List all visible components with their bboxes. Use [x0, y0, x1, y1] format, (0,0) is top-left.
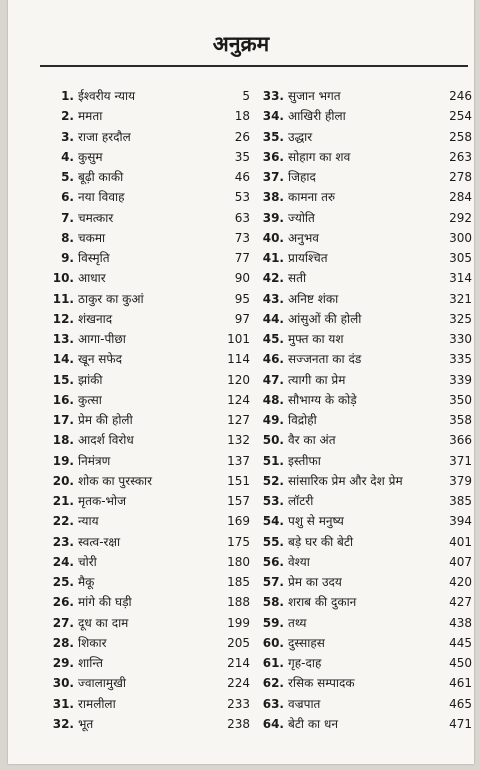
entry-number: 46.: [262, 352, 284, 367]
entry-number: 10.: [52, 271, 74, 286]
entry-number: 19.: [52, 453, 74, 468]
contents-entry: [260, 592, 472, 612]
entry-number: 50.: [262, 433, 284, 448]
entry-title: ममता: [78, 109, 103, 124]
entry-page-number: 214: [227, 656, 250, 670]
contents-entry: [260, 309, 472, 329]
entry-number: 36.: [262, 149, 284, 164]
contents-entry: [50, 329, 250, 349]
entry-title: सौभाग्य के कोड़े: [288, 392, 357, 407]
contents-entry: [260, 106, 472, 126]
entry-title: शराब की दुकान: [288, 595, 357, 610]
entry-title: सांसारिक प्रेम और देश प्रेम: [288, 473, 403, 488]
entry-page-number: 339: [449, 372, 472, 387]
entry-number: 25.: [52, 575, 74, 589]
contents-entry: [260, 410, 472, 430]
entry-number: 17.: [52, 413, 74, 427]
entry-page-number: 371: [449, 453, 472, 468]
contents-entry: [50, 390, 250, 410]
entry-title: न्याय: [78, 514, 99, 529]
title-underline: [40, 65, 468, 67]
contents-entry: [50, 410, 250, 430]
entry-title: कामना तरु: [288, 190, 336, 205]
entry-page-number: 420: [449, 575, 472, 589]
entry-number: 30.: [52, 676, 74, 691]
contents-column-left: [50, 86, 250, 734]
contents-entry: [260, 491, 472, 511]
contents-entry: [50, 349, 250, 369]
contents-entry: [260, 511, 472, 531]
entry-title: इस्तीफा: [288, 453, 321, 468]
entry-title: राजा हरदौल: [78, 129, 131, 144]
entry-number: 53.: [262, 494, 284, 508]
entry-page-number: 427: [449, 595, 472, 610]
entry-page-number: 284: [449, 190, 472, 205]
entry-number: 4.: [61, 149, 74, 164]
entry-page-number: 114: [227, 352, 250, 367]
entry-page-number: 330: [449, 332, 472, 346]
contents-entry: [50, 613, 250, 633]
entry-title: मैकू: [78, 575, 95, 589]
entry-number: 33.: [262, 89, 284, 103]
entry-page-number: 90: [234, 271, 250, 286]
entry-number: 42.: [262, 271, 284, 286]
contents-entry: [50, 491, 250, 511]
contents-entry: [50, 694, 250, 714]
contents-entry: [50, 592, 250, 612]
entry-page-number: 254: [449, 109, 472, 124]
contents-entry: [50, 309, 250, 329]
entry-number: 28.: [52, 635, 74, 650]
entry-number: 31.: [52, 696, 74, 711]
entry-title: दूध का दाम: [78, 615, 129, 630]
entry-title: प्रेम की होली: [78, 413, 133, 427]
entry-page-number: 263: [449, 149, 472, 164]
contents-entry: [260, 248, 472, 268]
entry-number: 6.: [61, 190, 74, 205]
entry-page-number: 185: [227, 575, 250, 589]
page-title: अनुक्रम: [212, 32, 270, 56]
entry-title: अनिष्ट शंका: [288, 291, 339, 306]
entry-number: 23.: [52, 534, 74, 549]
entry-number: 38.: [262, 190, 284, 205]
contents-entry: [50, 633, 250, 653]
contents-entry: [260, 694, 472, 714]
entry-title: कुत्सा: [78, 392, 102, 407]
entry-title: अनुभव: [288, 230, 319, 245]
entry-title: मांगे की घड़ी: [78, 595, 132, 610]
contents-entry: [50, 268, 250, 288]
entry-title: त्यागी का प्रेम: [288, 372, 346, 387]
contents-entry: [50, 451, 250, 471]
contents-entry: [260, 673, 472, 693]
contents-entry: [260, 349, 472, 369]
entry-number: 54.: [262, 514, 284, 529]
entry-page-number: 305: [449, 251, 472, 265]
entry-title: गृह-दाह: [288, 656, 322, 670]
contents-entry: [50, 187, 250, 207]
contents-column-right: [260, 86, 472, 734]
entry-page-number: 151: [227, 473, 250, 488]
contents-entry: [50, 289, 250, 309]
entry-page-number: 132: [227, 433, 250, 448]
entry-title: निमंत्रण: [78, 453, 111, 468]
entry-page-number: 461: [449, 676, 472, 691]
entry-page-number: 471: [449, 716, 472, 731]
entry-page-number: 300: [449, 230, 472, 245]
entry-number: 34.: [262, 109, 284, 124]
entry-page-number: 465: [449, 696, 472, 711]
contents-entry: [260, 471, 472, 491]
contents-entry: [260, 187, 472, 207]
entry-title: आधार: [78, 271, 106, 286]
entry-page-number: 366: [449, 433, 472, 448]
entry-page-number: 401: [449, 534, 472, 549]
contents-entry: [260, 633, 472, 653]
entry-number: 43.: [262, 291, 284, 306]
contents-entry: [50, 127, 250, 147]
entry-title: कुसुम: [78, 149, 103, 164]
contents-entry: [260, 653, 472, 673]
contents-entry: [260, 390, 472, 410]
entry-page-number: 394: [449, 514, 472, 529]
entry-number: 3.: [61, 129, 74, 144]
entry-number: 11.: [52, 291, 74, 306]
entry-page-number: 53: [234, 190, 250, 205]
entry-page-number: 95: [234, 291, 250, 306]
entry-title: दुस्साहस: [288, 635, 325, 650]
contents-entry: [260, 329, 472, 349]
contents-entry: [50, 106, 250, 126]
entry-page-number: 175: [227, 534, 250, 549]
entry-title: ठाकुर का कुआं: [78, 291, 144, 306]
entry-title: चकमा: [78, 230, 106, 245]
entry-title: मुफ्त का यश: [288, 332, 344, 346]
entry-title: चोरी: [78, 554, 97, 569]
contents-entry: [260, 451, 472, 471]
entry-page-number: 188: [227, 595, 250, 610]
entry-page-number: 224: [227, 676, 250, 691]
entry-page-number: 258: [449, 129, 472, 144]
entry-title: ज्योति: [288, 210, 315, 225]
contents-entry: [260, 147, 472, 167]
contents-entry: [50, 430, 250, 450]
entry-title: तथ्य: [288, 615, 307, 630]
entry-page-number: 199: [227, 615, 250, 630]
entry-title: आदर्श विरोध: [78, 433, 134, 448]
entry-page-number: 450: [449, 656, 472, 670]
entry-number: 13.: [52, 332, 74, 346]
entry-title: बेटी का धन: [288, 716, 339, 731]
entry-page-number: 101: [227, 332, 250, 346]
entry-page-number: 169: [227, 514, 250, 529]
entry-page-number: 238: [227, 716, 250, 731]
entry-number: 14.: [52, 352, 74, 367]
entry-number: 49.: [262, 413, 284, 427]
entry-number: 64.: [262, 716, 284, 731]
entry-page-number: 335: [449, 352, 472, 367]
contents-entry: [260, 572, 472, 592]
contents-entry: [260, 268, 472, 288]
entry-title: विद्रोही: [288, 413, 317, 427]
entry-title: शोक का पुरस्कार: [78, 473, 153, 488]
entry-number: 15.: [52, 372, 74, 387]
entry-title: सती: [288, 271, 307, 286]
contents-entry: [50, 714, 250, 734]
entry-number: 48.: [262, 392, 284, 407]
contents-entry: [260, 552, 472, 572]
entry-number: 22.: [52, 514, 74, 529]
entry-number: 27.: [52, 615, 74, 630]
entry-number: 18.: [52, 433, 74, 448]
entry-title: विस्मृति: [78, 251, 110, 265]
contents-entry: [50, 653, 250, 673]
contents-entry: [50, 572, 250, 592]
entry-number: 16.: [52, 392, 74, 407]
entry-title: आगा-पीछा: [78, 332, 126, 346]
entry-title: खून सफेद: [78, 352, 123, 367]
entry-page-number: 63: [234, 210, 250, 225]
entry-page-number: 137: [227, 453, 250, 468]
contents-entry: [260, 127, 472, 147]
contents-entry: [260, 208, 472, 228]
entry-number: 44.: [262, 311, 284, 326]
entry-page-number: 35: [234, 149, 250, 164]
entry-number: 59.: [262, 615, 284, 630]
entry-number: 12.: [52, 311, 74, 326]
entry-number: 9.: [61, 251, 74, 265]
contents-entry: [50, 147, 250, 167]
entry-number: 57.: [262, 575, 284, 589]
entry-number: 35.: [262, 129, 284, 144]
entry-page-number: 358: [449, 413, 472, 427]
entry-title: सज्जनता का दंड: [288, 352, 362, 367]
entry-title: प्रेम का उदय: [288, 575, 342, 589]
contents-entry: [260, 167, 472, 187]
entry-page-number: 325: [449, 311, 472, 326]
entry-number: 45.: [262, 332, 284, 346]
entry-number: 21.: [52, 494, 74, 508]
contents-entry: [50, 86, 250, 106]
entry-title: झांकी: [78, 372, 103, 387]
entry-number: 20.: [52, 473, 74, 488]
entry-title: ज्वालामुखी: [78, 676, 126, 691]
contents-entry: [260, 289, 472, 309]
contents-entry: [50, 370, 250, 390]
contents-entry: [50, 552, 250, 572]
entry-number: 51.: [262, 453, 284, 468]
entry-number: 62.: [262, 676, 284, 691]
entry-page-number: 385: [449, 494, 472, 508]
entry-number: 5.: [61, 170, 74, 184]
entry-page-number: 97: [234, 311, 250, 326]
entry-number: 2.: [61, 109, 74, 124]
entry-number: 63.: [262, 696, 284, 711]
entry-title: रामलीला: [78, 696, 116, 711]
contents-entry: [260, 532, 472, 552]
entry-title: शंखनाद: [78, 311, 113, 326]
entry-page-number: 180: [227, 554, 250, 569]
contents-entry: [260, 228, 472, 248]
entry-page-number: 407: [449, 554, 472, 569]
entry-title: उद्धार: [288, 129, 313, 144]
entry-page-number: 321: [449, 291, 472, 306]
entry-title: स्वत्व-रक्षा: [78, 534, 121, 549]
contents-entry: [50, 532, 250, 552]
entry-page-number: 157: [227, 494, 250, 508]
entry-page-number: 127: [227, 413, 250, 427]
entry-title: चमत्कार: [78, 210, 114, 225]
entry-number: 7.: [61, 210, 74, 225]
entry-page-number: 379: [449, 473, 472, 488]
entry-page-number: 445: [449, 635, 472, 650]
entry-number: 39.: [262, 210, 284, 225]
entry-page-number: 18: [234, 109, 250, 124]
entry-title: बूढ़ी काकी: [78, 170, 124, 184]
contents-entry: [50, 167, 250, 187]
entry-number: 55.: [262, 534, 284, 549]
entry-number: 56.: [262, 554, 284, 569]
contents-entry: [260, 613, 472, 633]
contents-entry: [50, 248, 250, 268]
entry-title: बड़े घर की बेटी: [288, 534, 354, 549]
entry-page-number: 26: [234, 129, 250, 144]
entry-title: पशु से मनुष्य: [288, 514, 344, 529]
contents-entry: [260, 430, 472, 450]
contents-entry: [50, 471, 250, 491]
entry-number: 29.: [52, 656, 74, 670]
entry-page-number: 5: [242, 89, 250, 103]
entry-title: शान्ति: [78, 656, 103, 670]
entry-number: 1.: [61, 89, 74, 103]
entry-title: लॉटरी: [288, 494, 314, 508]
contents-entry: [260, 714, 472, 734]
entry-title: वेश्या: [288, 554, 310, 569]
entry-number: 8.: [61, 230, 74, 245]
entry-page-number: 120: [227, 372, 250, 387]
book-page: [8, 0, 474, 764]
entry-number: 61.: [262, 656, 284, 670]
contents-entry: [50, 673, 250, 693]
entry-number: 26.: [52, 595, 74, 610]
entry-number: 37.: [262, 170, 284, 184]
contents-entry: [50, 208, 250, 228]
entry-page-number: 46: [234, 170, 250, 184]
entry-title: मृतक-भोज: [78, 494, 127, 508]
entry-number: 47.: [262, 372, 284, 387]
entry-title: प्रायश्चित: [288, 251, 328, 265]
entry-title: ईश्वरीय न्याय: [78, 89, 136, 103]
entry-title: आखिरी हीला: [288, 109, 346, 124]
entry-number: 32.: [52, 716, 74, 731]
entry-number: 52.: [262, 473, 284, 488]
contents-entry: [260, 86, 472, 106]
entry-number: 24.: [52, 554, 74, 569]
entry-title: वैर का अंत: [288, 433, 336, 448]
entry-page-number: 350: [449, 392, 472, 407]
entry-title: वज्रपात: [288, 696, 321, 711]
entry-title: जिहाद: [288, 170, 316, 184]
entry-title: नया विवाह: [78, 190, 125, 205]
entry-number: 41.: [262, 251, 284, 265]
entry-number: 58.: [262, 595, 284, 610]
entry-page-number: 73: [234, 230, 250, 245]
entry-page-number: 205: [227, 635, 250, 650]
entry-number: 40.: [262, 230, 284, 245]
entry-page-number: 77: [234, 251, 250, 265]
entry-page-number: 124: [227, 392, 250, 407]
contents-entry: [50, 511, 250, 531]
entry-title: शिकार: [78, 635, 107, 650]
contents-entry: [260, 370, 472, 390]
entry-title: सुजान भगत: [288, 89, 341, 103]
entry-title: भूत: [78, 716, 94, 731]
entry-title: आंसुओं की होली: [288, 311, 362, 326]
entry-page-number: 278: [449, 170, 472, 184]
entry-page-number: 438: [449, 615, 472, 630]
entry-title: सोहाग का शव: [288, 149, 351, 164]
entry-title: रसिक सम्पादक: [288, 676, 355, 691]
entry-page-number: 314: [449, 271, 472, 286]
contents-entry: [50, 228, 250, 248]
entry-page-number: 292: [449, 210, 472, 225]
entry-number: 60.: [262, 635, 284, 650]
entry-page-number: 233: [227, 696, 250, 711]
entry-page-number: 246: [449, 89, 472, 103]
